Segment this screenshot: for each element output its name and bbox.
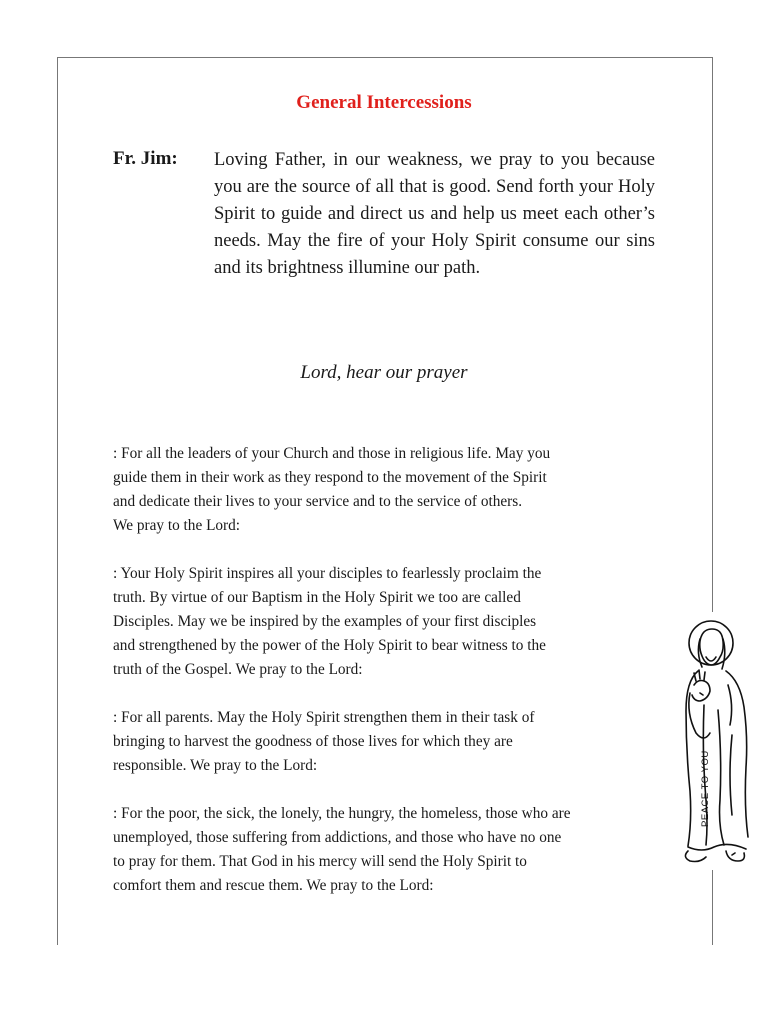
intercession-3: : For all parents. May the Holy Spirit strengthen them in their task of bringing to harvest the goodness of those lives for which they are responsible. We pray to the Lord: (113, 709, 535, 774)
intercessions-list (113, 442, 655, 922)
page-border-top (57, 57, 713, 58)
page-border-right-lower (712, 870, 713, 945)
page-title: General Intercessions (296, 92, 472, 113)
response-line: Lord, hear our prayer (300, 362, 468, 383)
intercession-1: : For all the leaders of your Church and those in religious life. May you guide them in their work as they respond to the movement of the Spirit and dedicate their lives to your service and to the service of others. We pray to the Lord: (113, 445, 551, 534)
page-border-right-upper (712, 57, 713, 612)
figure-caption: PEACE TO YOU (700, 750, 711, 827)
opening-prayer: Loving Father, in our weakness, we pray to you because you are the source of all that is good. Send forth your Holy Spirit to guide and direct us and help us meet each other’s needs. May the fire of your Holy Spirit consume our sins and its brightness illumine our path. (214, 150, 655, 278)
jesus-figure-icon (674, 615, 756, 873)
speaker-label: Fr. Jim: (113, 148, 178, 169)
page-border-left (57, 57, 58, 945)
intercession-2: : Your Holy Spirit inspires all your disciples to fearlessly proclaim the truth. By virtue of our Baptism in the Holy Spirit we too are called Disciples. May we be inspired by the examples of your first disciples and strengthened by the power of the Holy Spirit to bear witness to the truth of the Gospel. We pray to the Lord: (113, 565, 546, 678)
intercession-4: : For the poor, the sick, the lonely, the hungry, the homeless, those who are unemployed, those suffering from addictions, and those who have no one to pray for them. That God in his mercy will send the Holy Spirit to comfort them and rescue them. We pray to the Lord: (113, 805, 571, 894)
